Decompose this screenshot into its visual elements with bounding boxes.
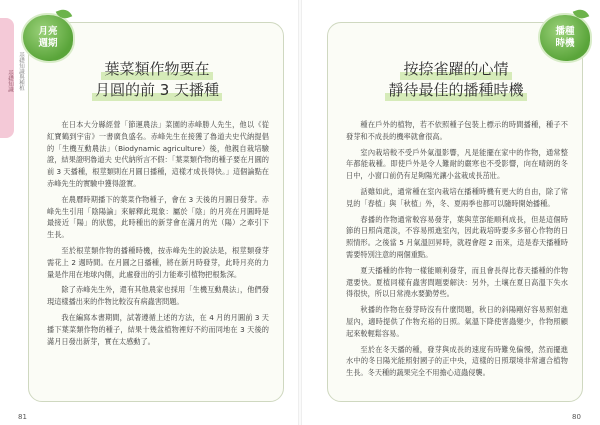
body-text xyxy=(346,119,568,383)
moon-cycle-badge xyxy=(23,15,73,61)
section-title-line-2: 靜待最佳的播種時機 xyxy=(385,80,526,101)
paragraph: 話雖如此，通常種在室內栽培在播種時機有更大的自由，除了常見的「春植」與「秋植」外，冬、夏兩季也都可以隨時開始播種。 xyxy=(346,186,568,208)
section-title-line-2: 月圓的前 3 天播種 xyxy=(92,80,222,101)
paragraph: 在日本大分縣經營「節運農法」菜園的赤峰勝人先生，他以《從紅寶鶴到宇宙》一書廣負盛名。赤峰先生在接獲了魯道夫史代納提倡的「生機互動農法」（Biodynamic agriculture）後，他親自栽培驗證，結果證明魯道夫 史代納所言不假：「葉菜類作物的種子要在月圓的前 3 天播種，根莖類則在月圓日播種，這樣才成長得快。」這個論點在赤峰先生的實驗中獲得證實。 xyxy=(47,120,269,188)
badge-label: 播種 時機 xyxy=(555,26,575,49)
page-number-left: 81 xyxy=(18,413,27,421)
book-gutter xyxy=(298,0,302,425)
section-title xyxy=(360,59,552,115)
chapter-side-tab xyxy=(0,18,14,138)
paragraph: 夏天播種的作物一樣能順利發芽，而且會長得比春天播種的作物還要快。夏植同樣有蟲害問題要解決：另外，土壤在夏日高溫下失水得很快，所以日常澆水要勤勞些。 xyxy=(346,265,568,299)
badge-label: 月亮 週期 xyxy=(38,26,58,49)
paragraph: 至於根莖類作物的播種時機，按赤峰先生的說法是，根莖類發芽需花上 2 週時間。在月圓之日播種，將在新月時發芽，此時月亮的力量是作用在地球內側，此處發出的引力能牽引植物把根紮深。 xyxy=(47,245,269,279)
paragraph: 在農曆時期播下的葉菜作物種子，會在 3 天後的月圓日發芽。赤峰先生引用「陰陽論」來解釋此現象：屬於「陰」的月亮在月圓時是最接近「陽」的狀態，此時種出的新芽會在滿月的光（陽）之牽引下生長。 xyxy=(47,194,269,240)
paragraph: 我在編寫本書期間，試著遵循上述的方法，在 4 月的月圓前 3 天播下葉菜類作物的種子，結果十幾盆植物裡好不約而同地在 3 天後的滿月日發出新芽，實在太感動了。 xyxy=(47,312,269,346)
left-page xyxy=(28,22,284,402)
paragraph: 室內栽培較不受戶外氣溫影響，凡是能擺在家中的作物，通常整年都能栽種。即使戶外是令人難耐的嚴寒也不受影響，向在晴朗的冬日中，小窗口前仍有足夠陽光讓小盆栽成長茁壯。 xyxy=(346,147,568,181)
paragraph: 秋播的作物在發芽時沒有什麼問題，秋日的斜陽剛好容易照射進屋內，適時提供了作物充裕的日照。氣溫下降使害蟲變少，作物照顧起來較輕鬆容易。 xyxy=(346,305,568,338)
running-header-vertical: 基礎知識與種植 xyxy=(18,52,24,91)
page-number-right: 80 xyxy=(572,413,581,421)
chapter-side-tab-label: 基礎知識 xyxy=(7,70,13,92)
paragraph: 除了赤峰先生外，還有其他農家也採用「生機互動農法」，他們發現這樣播出來的作物比較沒有病蟲害問題。 xyxy=(47,285,269,307)
body-text xyxy=(47,119,269,351)
section-title-line-1: 葉菜類作物要在 xyxy=(101,59,212,80)
paragraph: 春播的作物通常較容易發芽，葉與莖部能順利成長，但是這個時節的日照尚還淡，不容易照進室內，因此栽培時要多多留心作物的日照情形。之後當 5 月氣溫回昇時，就趕會趕 2 而來，這是春天播種時需要特別注意的兩個重點。 xyxy=(346,214,568,259)
section-title-line-1: 按捺雀躍的心情 xyxy=(400,59,511,80)
sowing-time-badge xyxy=(540,15,590,61)
right-page xyxy=(327,22,583,402)
paragraph: 至於在冬天播的種，發芽與成長的速度有時難免偏慢，然而擺進水中的冬日陽光能照射國子的正中央，這樣的日照環境非常適合植物生長。冬天種的蔬果完全不用擔心這蟲侵襲。 xyxy=(346,344,568,378)
section-title xyxy=(61,59,253,115)
paragraph: 種在戶外的植物，若不依照種子包裝上標示的時間播種，種子不發芽和不成長的機率就會很高。 xyxy=(346,120,568,141)
